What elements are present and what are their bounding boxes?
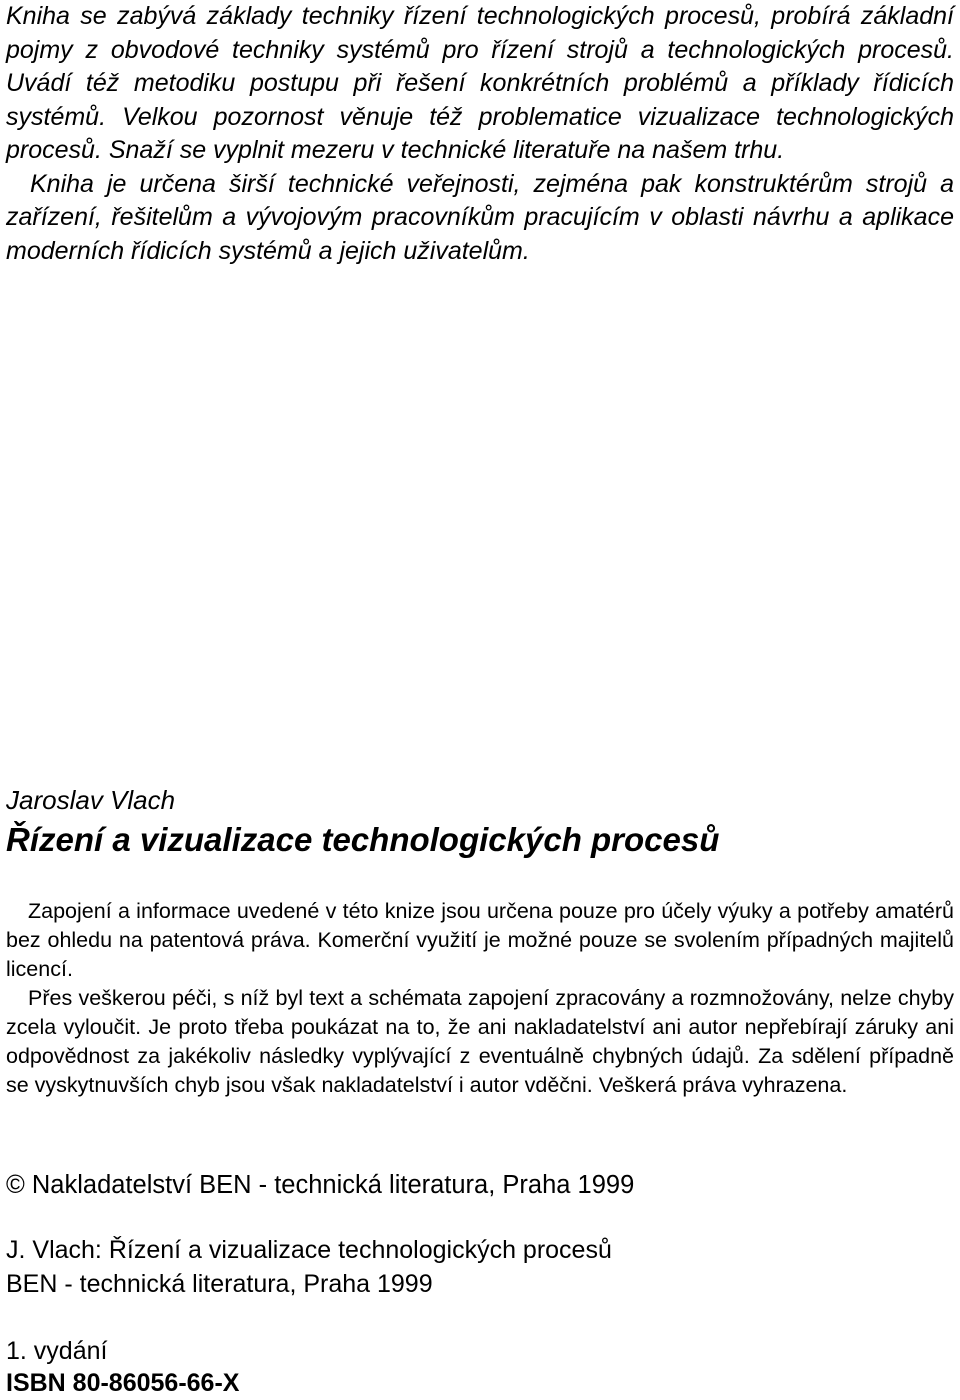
edition-label: 1. vydání (6, 1337, 108, 1365)
citation-publisher-line: BEN - technická literatura, Praha 1999 (6, 1270, 433, 1298)
citation-block (6, 1233, 954, 1301)
book-description (6, 0, 954, 268)
notice-paragraph: Zapojení a informace uvedené v této knize jsou určena pouze pro účely výuky a potřeby amatérů bez ohledu na patentová práva. Komerční využití je možné pouze se svolením případných majitelů licencí. (6, 899, 954, 981)
author-name: Jaroslav Vlach (6, 785, 176, 815)
description-paragraph: Kniha se zabývá základy techniky řízení technologických procesů, probírá základní pojmy z obvodové techniky systémů pro řízení strojů a technologických procesů. Uvádí též metodiku postupu při řešení konkrétních problémů a příklady řídicích systémů. Velkou pozornost věnuje též problematice vizualizace technologických procesů. Snaží se vyplnit mezeru v technické literatuře na našem trhu. (6, 2, 954, 164)
audience-paragraph: Kniha je určena širší technické veřejnosti, zejména pak konstruktérům strojů a zařízení, řešitelům a vývojovým pracovníkům pracujícím v oblasti návrhu a aplikace moderních řídicích systémů a jejich uživatelům. (6, 169, 954, 265)
citation-title-line: J. Vlach: Řízení a vizualizace technologických procesů (6, 1236, 612, 1264)
copyright-line: © Nakladatelství BEN - technická literatura, Praha 1999 (6, 1171, 635, 1199)
isbn-number: ISBN 80-86056-66-X (6, 1369, 240, 1397)
legal-notice (6, 897, 954, 1100)
disclaimer-paragraph: Přes veškerou péči, s níž byl text a schémata zapojení zpracovány a rozmnožovány, nelze chyby zcela vyloučit. Je proto třeba poukázat na to, že ani nakladatelství ani autor nepřebírají záruky ani odpovědnost za jakékoliv následky vyplývající z eventuálně chybných údajů. Za sdělení případně se vyskytnuvších chyb jsou však nakladatelství i autor vděčni. Veškerá práva vyhrazena. (6, 986, 954, 1097)
book-title: Řízení a vizualizace technologických procesů (6, 821, 720, 858)
